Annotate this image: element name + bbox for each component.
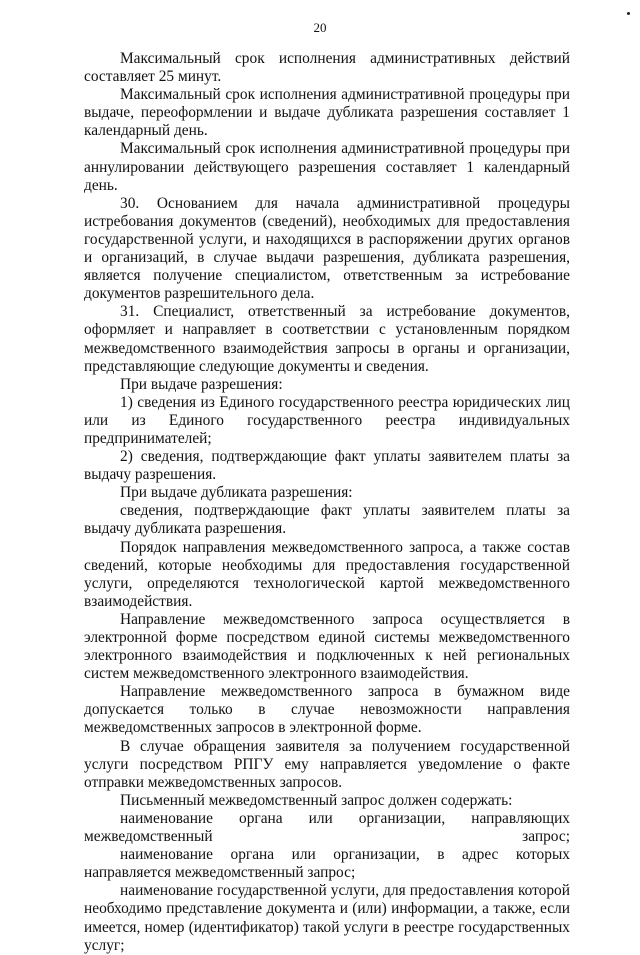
paragraph-duplicate-payment: сведения, подтверждающие факт уплаты заявителем платы за выдачу дубликата разрешения. [84, 502, 570, 538]
paragraph-recipient-name: наименование органа или организации, в адрес которых направляется межведомственный запрос; [84, 846, 570, 882]
paragraph-max-time-issue: Максимальный срок исполнения административной процедуры при выдаче, переоформлении и выдаче дубликата разрешения составляет 1 календарный день. [84, 86, 570, 140]
paragraph-31: 31. Специалист, ответственный за истребование документов, оформляет и направляет в соответствии с установленным порядком межведомственного взаимодействия запросы в органы и организации, представляющие следующие документы и сведения. [84, 303, 570, 375]
paragraph-30: 30. Основанием для начала административной процедуры истребования документов (сведений), необходимых для предоставления государственной услуги, и находящихся в распоряжении других органов и организаций, в случае выдачи разрешения, дубликата разрешения, является получение специалистом, ответственным за истребование документов разрешительного дела. [84, 194, 570, 303]
scan-speck [627, 12, 630, 15]
paragraph-electronic-request: Направление межведомственного запроса осуществляется в электронной форме посредством единой системы межведомственного электронного взаимодействия и подключенных к ней региональных систем межведомственного электронного взаимодействия. [84, 610, 570, 683]
paragraph-service-name: наименование государственной услуги, для предоставления которой необходимо представление документа и (или) информации, а также, если имеется, номер (идентификатор) такой услуги в реестре государственных услуг; [84, 882, 570, 954]
list-item-2: 2) сведения, подтверждающие факт уплаты заявителем платы за выдачу разрешения. [84, 448, 570, 484]
paragraph-request-procedure: Порядок направления межведомственного запроса, а также состав сведений, которые необходимы для предоставления государственной услуги, определяются технологической картой межведомственного взаимодействия. [84, 538, 570, 610]
subheading-issue: При выдаче разрешения: [120, 375, 283, 393]
paragraph-sender-name: наименование органа или организации, направляющих межведомственный запрос; [84, 809, 570, 846]
document-body [84, 50, 570, 955]
subheading-duplicate: При выдаче дубликата разрешения: [120, 484, 353, 502]
paragraph-max-time-actions: Максимальный срок исполнения административных действий составляет 25 минут. [84, 50, 570, 86]
subheading-request-content: Письменный межведомственный запрос должен содержать: [120, 791, 513, 809]
paragraph-paper-request: Направление межведомственного запроса в бумажном виде допускается только в случае невозможности направления межведомственных запросов в электронной форме. [84, 683, 570, 737]
page-number: 20 [313, 20, 327, 35]
list-item-1: 1) сведения из Единого государственного реестра юридических лиц или из Единого государственного реестра индивидуальных предпринимателей; [84, 393, 570, 447]
paragraph-rpgu-notice: В случае обращения заявителя за получением государственной услуги посредством РПГУ ему направляется уведомление о факте отправки межведомственных запросов. [84, 737, 570, 791]
paragraph-max-time-annul: Максимальный срок исполнения административной процедуры при аннулировании действующего разрешения составляет 1 календарный день. [84, 140, 570, 194]
